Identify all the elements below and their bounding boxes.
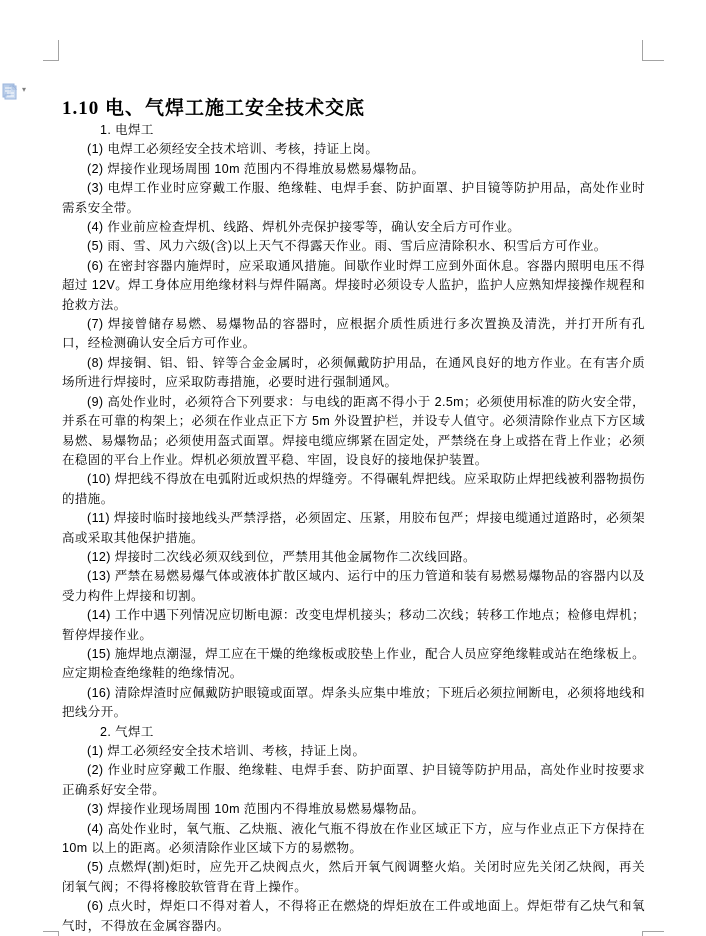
list-item: (9) 高处作业时，必须符合下列要求：与电线的距离不得小于 2.5m；必须使用标准的防火安全带，并系在可靠的构架上；必须在作业点正下方 5m 外设置护栏，并设专人值守。必须清除作业点下方区域易燃、易爆物品；必须使用盔式面罩。焊接电缆应绑紧在固定处，严禁绕在身上或搭在背上作业；必须在稳固的平台上作业。焊机必须放置平稳、牢固，设良好的接地保护装置。: [62, 394, 645, 467]
list-item: (16) 清除焊渣时应佩戴防护眼镜或面罩。焊条头应集中堆放；下班后必须拉闸断电，必须将地线和把线分开。: [62, 685, 645, 720]
list-item: (15) 施焊地点潮湿，焊工应在干燥的绝缘板或胶垫上作业，配合人员应穿绝缘鞋或站在绝缘板上。应定期检查绝缘鞋的绝缘情况。: [62, 646, 645, 681]
list-item: (5) 点燃焊(割)炬时，应先开乙炔阀点火，然后开氧气阀调整火焰。关闭时应先关闭乙炔阀，再关闭氧气阀；不得将橡胶软管背在背上操作。: [62, 860, 645, 894]
paste-options-button[interactable]: [2, 83, 32, 103]
list-item: (2) 作业时应穿戴工作服、绝缘鞋、电焊手套、防护面罩、护目镜等防护用品，高处作业时按要求正确系好安全带。: [62, 763, 645, 797]
dropdown-arrow-icon[interactable]: ▾: [22, 85, 27, 94]
document-title: 1.10 电、气焊工施工安全技术交底: [62, 97, 366, 119]
list-item: (2) 焊接作业现场周围 10m 范围内不得堆放易燃易爆物品。: [87, 161, 425, 176]
list-item: (5) 雨、雪、风力六级(含)以上天气不得露天作业。雨、雪后应清除积水、积雪后方可作业。: [87, 239, 607, 254]
list-item: (8) 焊接铜、铝、铅、锌等合金金属时，必须佩戴防护用品，在通风良好的地方作业。在有害介质场所进行焊接时，应采取防毒措施，必要时进行强制通风。: [62, 355, 645, 390]
list-item: (12) 焊接时二次线必须双线到位，严禁用其他金属物作二次线回路。: [87, 549, 476, 564]
list-item: (14) 工作中遇下列情况应切断电源：改变电焊机接头；移动二次线；转移工作地点；检修电焊机；暂停焊接作业。: [62, 608, 645, 642]
list-item: (10) 焊把线不得放在电弧附近或炽热的焊缝旁。不得碾轧焊把线。应采取防止焊把线被利器物损伤的措施。: [62, 472, 645, 506]
document-body[interactable]: [62, 121, 645, 936]
list-item: (6) 在密封容器内施焊时，应采取通风措施。间歇作业时焊工应到外面休息。容器内照明电压不得超过 12V。焊工身体应用绝缘材料与焊件隔离。焊接时必须设专人监护，监护人应熟知焊接操作规程和抢救方法。: [62, 258, 645, 312]
list-item: (11) 焊接时临时接地线头严禁浮搭，必须固定、压紧，用胶布包严；焊接电缆通过道路时，必须架高或采取其他保护措施。: [62, 511, 645, 545]
list-item: (4) 作业前应检查焊机、线路、焊机外壳保护接零等，确认安全后方可作业。: [87, 220, 521, 235]
section-heading: 2. 气焊工: [100, 724, 154, 739]
list-item: (3) 焊接作业现场周围 10m 范围内不得堆放易燃易爆物品。: [87, 802, 425, 817]
section-electric-welder: [62, 121, 645, 723]
section-gas-welder: [62, 723, 645, 936]
clipboard-paste-icon[interactable]: [2, 83, 18, 106]
list-item: (1) 焊工必须经安全技术培训、考核，持证上岗。: [87, 744, 366, 758]
text-boundary-mark-top-right: [642, 40, 664, 61]
text-boundary-mark-bottom-right: [642, 931, 664, 936]
list-item: (6) 点火时，焊炬口不得对着人，不得将正在燃烧的焊炬放在工件或地面上。焊炬带有乙炔气和氧气时，不得放在金属容器内。: [62, 899, 645, 933]
list-item: (13) 严禁在易燃易爆气体或液体扩散区域内、运行中的压力管道和装有易燃易爆物品的容器内以及受力构件上焊接和切割。: [62, 569, 645, 603]
list-item: (4) 高处作业时，氧气瓶、乙炔瓶、液化气瓶不得放在作业区域正下方，应与作业点正下方保持在 10m 以上的距离。必须清除作业区域下方的易燃物。: [62, 821, 645, 856]
list-item: (3) 电焊工作业时应穿戴工作服、绝缘鞋、电焊手套、防护面罩、护目镜等防护用品，高处作业时需系安全带。: [62, 181, 645, 215]
list-item: (1) 电焊工必须经安全技术培训、考核，持证上岗。: [87, 142, 379, 157]
list-item: (7) 焊接曾储存易燃、易爆物品的容器时，应根据介质性质进行多次置换及清洗，并打开所有孔口，经检测确认安全后方可作业。: [62, 317, 645, 351]
section-heading: 1. 电焊工: [100, 123, 154, 137]
text-boundary-mark-top-left: [43, 40, 59, 61]
text-boundary-mark-bottom-left: [43, 931, 59, 936]
